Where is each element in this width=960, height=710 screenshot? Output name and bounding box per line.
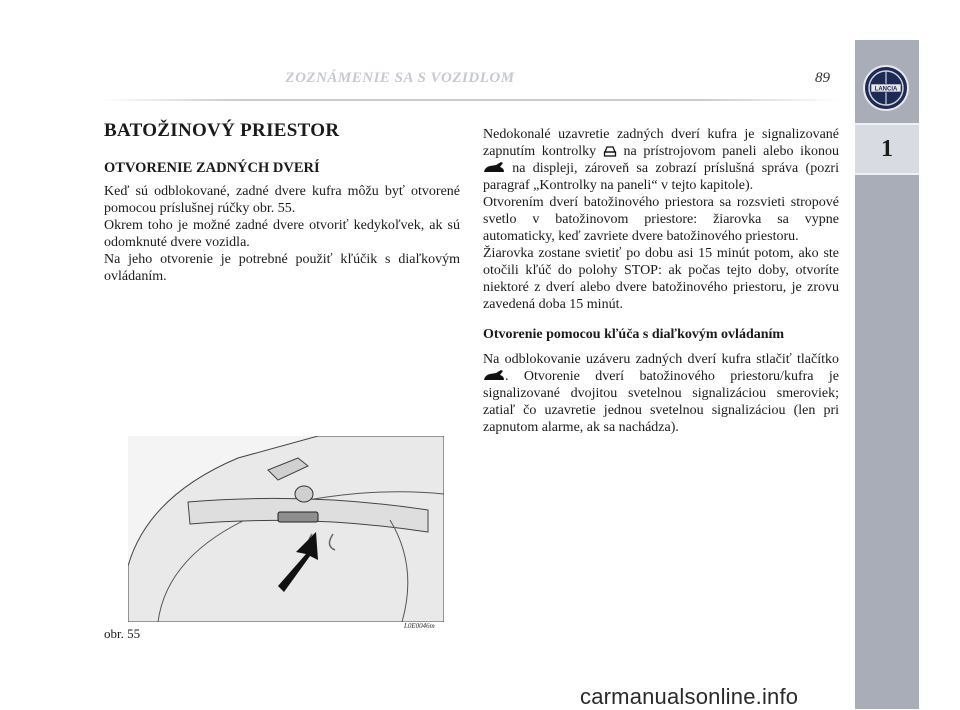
- right-paragraph-4-part-a: Na odblokovanie uzáveru zadných dverí kufra stlačiť tlačítko: [483, 352, 839, 367]
- right-paragraph-3: Žiarovka zostane svietiť po dobu asi 15 minút potom, ako ste otočili kľúč do polohy STOP: ak počas tejto doby, otvoríte niektoré z dverí alebo dvere batožinového priestoru, je zrovu zavedená doba 15 minút.: [483, 246, 839, 312]
- left-paragraph-2: Okrem toho je možné zadné dvere otvoriť kedykoľvek, ak sú odomknuté dvere vozidla.: [104, 218, 460, 250]
- page-number: 89: [815, 70, 830, 86]
- header-rule: [100, 99, 840, 101]
- right-paragraph-2: Otvorením dverí batožinového priestora sa rozsvieti stropové svetlo v batožinovom priestore: žiarovka sa vypne automaticky, keď zavriete dvere batožinového priestoru.: [483, 195, 839, 244]
- logo-text: LANCIA: [874, 86, 898, 93]
- left-column: [104, 120, 460, 285]
- figure-caption: obr. 55: [104, 626, 141, 641]
- remote-opening-heading: Otvorenie pomocou kľúča s diaľkovým ovládaním: [483, 327, 785, 342]
- right-column: [483, 126, 839, 436]
- right-paragraph-1: [483, 126, 839, 194]
- right-paragraph-4: [483, 351, 839, 436]
- figure-code: L0E0046m: [404, 622, 435, 630]
- left-paragraph-1: Keď sú odblokované, zadné dvere kufra môžu byť otvorené pomocou príslušnej rúčky obr. 55.: [104, 184, 460, 216]
- lancia-logo-icon: [862, 64, 910, 112]
- right-paragraph-1-part-c: na displeji, zároveň sa zobrazí príslušná správa (pozri paragraf „Kontrolky na paneli“ v tejto kapitole).: [483, 161, 839, 193]
- subsection-title: OTVORENIE ZADNÝCH DVERÍ: [104, 160, 320, 176]
- right-paragraph-4-part-b: . Otvorenie dverí batožinového priestoru/kufra je signalizované dvojitou svetelnou signalizáciou smeroviek; zatiaľ čo uzavretie jednou svetelnou signalizáciou (len pri zapnutom alarme, ak sa nachádza).: [483, 369, 839, 435]
- running-header-title: ZOZNÁMENIE SA S VOZIDLOM: [285, 70, 515, 86]
- right-paragraph-1-part-b: na prístrojovom paneli alebo ikonou: [623, 144, 839, 159]
- right-paragraph-1-part-a: Nedokonalé uzavretie zadných dverí kufra je signalizované zapnutím kontrolky: [483, 127, 839, 159]
- open-trunk-car-icon: [483, 161, 505, 175]
- left-paragraph-3: Na jeho otvorenie je potrebné použiť kľúčik s diaľkovým ovládaním.: [104, 252, 460, 284]
- trunk-handle-illustration: [128, 436, 444, 622]
- trunk-warning-light-icon: [603, 144, 617, 158]
- chapter-tab[interactable]: [855, 123, 919, 175]
- chapter-number: 1: [881, 135, 893, 162]
- trunk-release-button-icon: [483, 369, 505, 383]
- watermark-text: carmanualsonline.info: [580, 684, 799, 709]
- section-title: BATOŽINOVÝ PRIESTOR: [104, 120, 340, 141]
